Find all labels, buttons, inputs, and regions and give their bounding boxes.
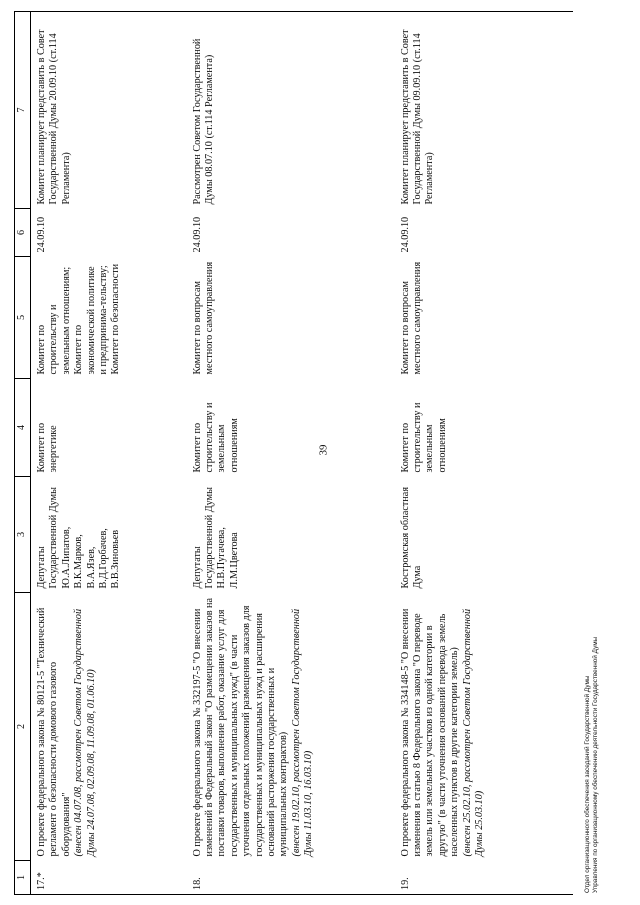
committee-cell: Комитет по строительству и земельным отношениям <box>191 402 240 473</box>
date-cell: 24.09.10 <box>36 216 47 253</box>
bill-description <box>31 593 189 861</box>
page-number: 39 <box>317 444 330 456</box>
co-committees-cell: Комитет по вопросам местного самоуправления <box>399 261 423 375</box>
column-header: 3 <box>15 477 31 593</box>
row-number: 18. <box>189 861 397 895</box>
date-cell: 24.09.10 <box>399 216 411 253</box>
decision-cell: Рассмотрен Советом Государственной Думы 08.07.10 (ст.114 Регламента) <box>189 12 397 209</box>
co-committees-cell: Комитет по вопросам местного самоуправления <box>191 261 215 375</box>
row-number: 19. <box>397 861 573 895</box>
committee-cell: Комитет по энергетике <box>36 422 60 473</box>
initiator-cell: Депутаты Государственной Думы Ю.А.Липатов, В.К.Марков, В.А.Язев, В.Д.Горбачев, В.В.Зиновьев <box>36 487 122 589</box>
column-header: 5 <box>15 257 31 379</box>
bill-note: (внесен 19.02.10, рассмотрен Советом Государственной Думы 11.03.10, 16.03.10) <box>290 608 315 857</box>
column-header: 7 <box>15 12 31 209</box>
column-header: 6 <box>15 209 31 257</box>
bill-title: О проекте федерального закона № 332197-5 "О внесении изменений в Федеральный закон "О размещении заказов на поставки товаров, выполнение работ, оказание услуг для государственных и муниципальных нужд" (в части уточнения отдельных положений размещения заказов для государственных и муниципальных нужд и расширения оснований расторжения государственных и муниципальных контрактов) <box>191 597 290 857</box>
bill-note: (внесен 25.02.10, рассмотрен Советом Государственной Думы 25.03.10) <box>461 608 485 857</box>
bill-description <box>189 593 397 861</box>
co-committees-cell: Комитет по строительству и земельным отношениям; Комитет по экономической политике и предпринима-тельству; Комитет по безопасности <box>36 263 122 375</box>
footer-line: Отдел организационного обеспечения заседаний Государственной Думы <box>584 675 591 893</box>
footer-line: Управления по организационному обеспечению деятельности Государственной Думы <box>592 636 599 893</box>
table-row <box>189 12 397 895</box>
table-row <box>31 12 189 895</box>
footer <box>584 637 600 893</box>
committee-cell: Комитет по строительству и земельным отношениям <box>399 402 448 473</box>
column-header: 2 <box>15 593 31 861</box>
table-row <box>397 12 573 895</box>
bills-table <box>14 11 573 895</box>
bill-note: (внесен 04.07.08, рассмотрен Советом Государственной Думы 24.07.08, 02.09.08, 11.09.08, 01.06.10) <box>73 608 97 857</box>
bill-title: О проекте федерального закона № 80121-5 "Технический регламент о безопасности домового газового оборудования" <box>36 607 72 857</box>
initiator-cell: Депутаты Государственной Думы Н.В.Пугачева, Л.М.Цветова <box>191 487 240 589</box>
row-number: 17.* <box>31 861 189 895</box>
decision-cell: Комитет планирует представить в Совет Государственной Думы 09.09.10 (ст.114 Регламента) <box>397 12 573 209</box>
header-row <box>15 12 31 895</box>
decision-cell: Комитет планирует представить в Совет Государственной Думы 20.09.10 (ст.114 Регламента) <box>31 12 189 209</box>
column-header: 1 <box>15 861 31 895</box>
initiator-cell: Костромская областная Дума <box>399 486 423 589</box>
date-cell: 24.09.10 <box>191 216 203 253</box>
bill-title: О проекте федерального закона № 334148-5 "О внесении изменения в статью 8 Федерального закона "О переводе земель или земельных участков из одной категории в другую" (в части уточнения оснований перевода земель населенных пунктов в другие категории земель) <box>399 608 461 857</box>
bill-description <box>397 593 573 861</box>
column-header: 4 <box>15 379 31 477</box>
